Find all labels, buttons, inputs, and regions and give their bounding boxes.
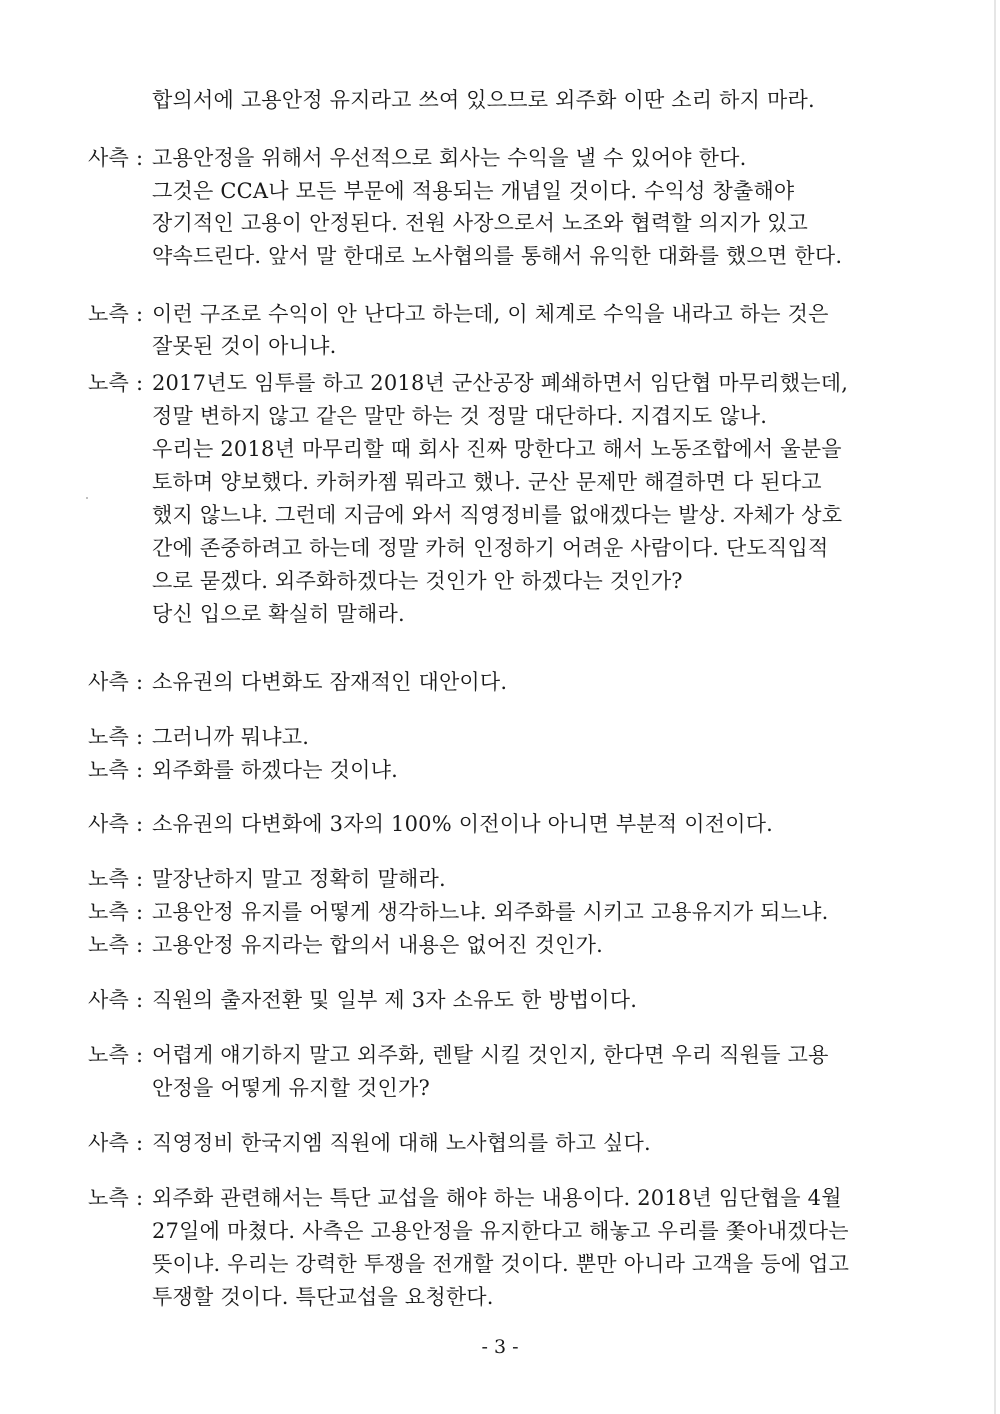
line-text: 정말 변하지 않고 같은 말만 하는 것 정말 대단하다. 지겹지도 않나. [152, 404, 768, 428]
line-text: 이런 구조로 수익이 안 난다고 하는데, 이 체계로 수익을 내라고 하는 것은 [152, 302, 829, 326]
speaker-label: 사측 [88, 1131, 129, 1155]
scan-speck [86, 497, 88, 499]
line-text: 고용안정을 위해서 우선적으로 회사는 수익을 낼 수 있어야 한다. [152, 146, 747, 170]
line-text: 소유권의 다변화도 잠재적인 대안이다. [152, 670, 508, 694]
line-text: 했지 않느냐. 그런데 지금에 와서 직영정비를 없애겠다는 발상. 자체가 상호 [152, 503, 843, 527]
line-text: 소유권의 다변화에 3자의 100% 이전이나 아니면 부분적 이전이다. [152, 812, 774, 836]
line-text: 27일에 마쳤다. 사측은 고용안정을 유지한다고 해놓고 우리를 쫓아내겠다는 [152, 1219, 849, 1243]
speaker-colon: : [136, 988, 144, 1012]
speaker-label: 노측 [88, 1043, 129, 1067]
speaker-colon: : [136, 302, 144, 326]
speaker-label: 사측 [88, 670, 129, 694]
page-number: - 3 - [481, 1336, 519, 1358]
speaker-colon: : [136, 758, 144, 782]
line-text: 토하며 양보했다. 카허카젬 뭐라고 했나. 군산 문제만 해결하면 다 된다고 [152, 470, 822, 494]
line-text: 그것은 CCA나 모든 부문에 적용되는 개념일 것이다. 수익성 창출해야 [152, 179, 795, 203]
line-text: 고용안정 유지라는 합의서 내용은 없어진 것인가. [152, 933, 603, 957]
line-text: 말장난하지 말고 정확히 말해라. [152, 867, 446, 891]
speaker-colon: : [136, 900, 144, 924]
line-text: 외주화 관련해서는 특단 교섭을 해야 하는 내용이다. 2018년 임단협을 4월 [152, 1186, 842, 1210]
speaker-label: 노측 [88, 371, 129, 395]
speaker-label: 노측 [88, 900, 129, 924]
speaker-colon: : [136, 1131, 144, 1155]
line-text: 간에 존중하려고 하는데 정말 카허 인정하기 어려운 사람이다. 단도직입적 [152, 536, 829, 560]
speaker-colon: : [136, 867, 144, 891]
line-text: 직원의 출자전환 및 일부 제 3자 소유도 한 방법이다. [152, 988, 638, 1012]
line-text: 고용안정 유지를 어떻게 생각하느냐. 외주화를 시키고 고용유지가 되느냐. [152, 900, 829, 924]
line-text: 장기적인 고용이 안정된다. 전원 사장으로서 노조와 협력할 의지가 있고 [152, 211, 808, 235]
line-text: 2017년도 임투를 하고 2018년 군산공장 폐쇄하면서 임단협 마무리했는데, [152, 371, 849, 395]
line-text: 으로 묻겠다. 외주화하겠다는 것인가 안 하겠다는 것인가? [152, 569, 683, 593]
line-text: 외주화를 하겠다는 것이냐. [152, 758, 398, 782]
line-text: 안정을 어떻게 유지할 것인가? [152, 1076, 430, 1100]
speaker-label: 노측 [88, 867, 129, 891]
speaker-label: 노측 [88, 758, 129, 782]
speaker-colon: : [136, 933, 144, 957]
line-text: 당신 입으로 확실히 말해라. [152, 602, 405, 626]
line-text: 합의서에 고용안정 유지라고 쓰여 있으므로 외주화 이딴 소리 하지 마라. [152, 88, 815, 112]
line-text: 그러니까 뭐냐고. [152, 725, 310, 749]
speaker-label: 사측 [88, 988, 129, 1012]
speaker-label: 사측 [88, 812, 129, 836]
speaker-colon: : [136, 146, 144, 170]
speaker-label: 노측 [88, 1186, 129, 1210]
line-text: 잘못된 것이 아니냐. [152, 334, 337, 358]
speaker-colon: : [136, 725, 144, 749]
speaker-label: 노측 [88, 725, 129, 749]
line-text: 어렵게 얘기하지 말고 외주화, 렌탈 시킬 것인지, 한다면 우리 직원들 고용 [152, 1043, 829, 1067]
speaker-colon: : [136, 812, 144, 836]
speaker-label: 사측 [88, 146, 129, 170]
speaker-colon: : [136, 1186, 144, 1210]
speaker-colon: : [136, 1043, 144, 1067]
speaker-label: 노측 [88, 933, 129, 957]
speaker-colon: : [136, 371, 144, 395]
speaker-label: 노측 [88, 302, 129, 326]
line-text: 투쟁할 것이다. 특단교섭을 요청한다. [152, 1285, 494, 1309]
line-text: 직영정비 한국지엠 직원에 대해 노사협의를 하고 싶다. [152, 1131, 651, 1155]
scan-edge-line [994, 0, 996, 1414]
line-text: 약속드린다. 앞서 말 한대로 노사협의를 통해서 유익한 대화를 했으면 한다. [152, 244, 843, 268]
speaker-colon: : [136, 670, 144, 694]
line-text: 뜻이냐. 우리는 강력한 투쟁을 전개할 것이다. 뿐만 아니라 고객을 등에 업고 [152, 1252, 850, 1276]
line-text: 우리는 2018년 마무리할 때 회사 진짜 망한다고 해서 노동조합에서 울분을 [152, 437, 842, 461]
